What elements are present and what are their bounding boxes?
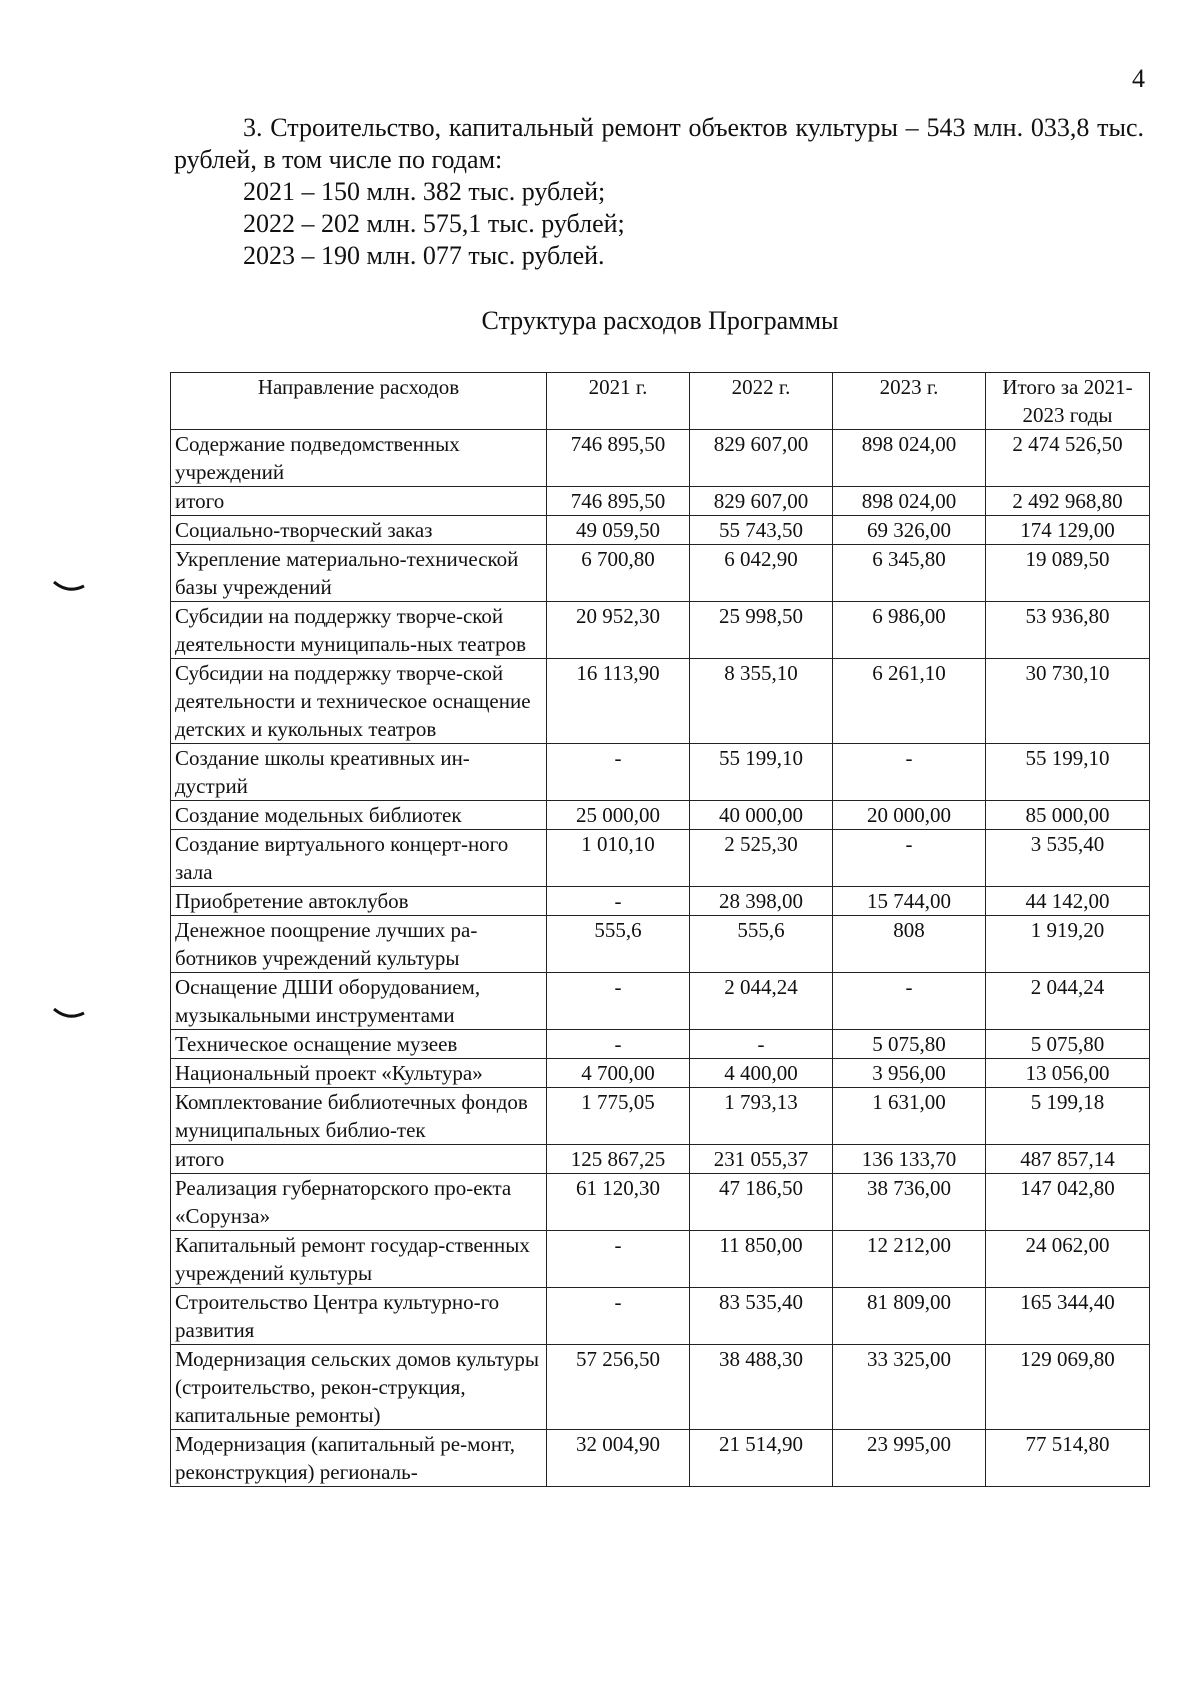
table-row: [171, 801, 1150, 830]
value-2021-cell: -: [547, 744, 690, 801]
expenditure-table: [170, 372, 1150, 1487]
value-2023-cell: 3 956,00: [833, 1059, 986, 1088]
value-2022-cell: 21 514,90: [690, 1430, 833, 1487]
direction-cell: итого: [171, 487, 547, 516]
table-row: [171, 430, 1150, 487]
value-2021-cell: 49 059,50: [547, 516, 690, 545]
value-2022-cell: 38 488,30: [690, 1345, 833, 1430]
value-2021-cell: 555,6: [547, 916, 690, 973]
value-2022-cell: 829 607,00: [690, 430, 833, 487]
value-2023-cell: 808: [833, 916, 986, 973]
direction-cell: Денежное поощрение лучших ра-ботников учреждений культуры: [171, 916, 547, 973]
value-2023-cell: 898 024,00: [833, 487, 986, 516]
total-cell: 1 919,20: [986, 916, 1150, 973]
direction-cell: Субсидии на поддержку творче-ской деятельности муниципаль-ных театров: [171, 602, 547, 659]
value-2022-cell: 1 793,13: [690, 1088, 833, 1145]
value-2022-cell: 231 055,37: [690, 1145, 833, 1174]
value-2022-cell: 25 998,50: [690, 602, 833, 659]
direction-cell: Реализация губернаторского про-екта «Сорунза»: [171, 1174, 547, 1231]
table-row: [171, 659, 1150, 744]
value-2023-cell: 6 261,10: [833, 659, 986, 744]
table-row: [171, 487, 1150, 516]
value-2023-cell: 898 024,00: [833, 430, 986, 487]
value-2021-cell: 746 895,50: [547, 487, 690, 516]
value-2023-cell: 23 995,00: [833, 1430, 986, 1487]
direction-cell: Модернизация (капитальный ре-монт, реконструкция) региональ-: [171, 1430, 547, 1487]
value-2022-cell: 55 743,50: [690, 516, 833, 545]
direction-cell: Комплектование библиотечных фондов муниципальных библио-тек: [171, 1088, 547, 1145]
total-cell: 85 000,00: [986, 801, 1150, 830]
header-2023: 2023 г.: [833, 373, 986, 430]
direction-cell: Создание модельных библиотек: [171, 801, 547, 830]
direction-cell: Создание школы креативных ин-дустрий: [171, 744, 547, 801]
total-cell: 3 535,40: [986, 830, 1150, 887]
total-cell: 5 075,80: [986, 1030, 1150, 1059]
table-title: Структура расходов Программы: [481, 306, 839, 335]
direction-cell: Строительство Центра культурно-го развития: [171, 1288, 547, 1345]
value-2021-cell: -: [547, 1231, 690, 1288]
value-2021-cell: 16 113,90: [547, 659, 690, 744]
value-2021-cell: 1 775,05: [547, 1088, 690, 1145]
value-2023-cell: 5 075,80: [833, 1030, 986, 1059]
value-2021-cell: -: [547, 1288, 690, 1345]
value-2021-cell: 25 000,00: [547, 801, 690, 830]
table-row: [171, 887, 1150, 916]
scan-mark: [52, 578, 86, 594]
table-row: [171, 516, 1150, 545]
table-row: [171, 1288, 1150, 1345]
total-cell: 24 062,00: [986, 1231, 1150, 1288]
header-total: Итого за 2021-2023 годы: [986, 373, 1150, 430]
value-2021-cell: 125 867,25: [547, 1145, 690, 1174]
direction-cell: Приобретение автоклубов: [171, 887, 547, 916]
direction-cell: Укрепление материально-технической базы учреждений: [171, 545, 547, 602]
intro-year-line: 2022 – 202 млн. 575,1 тыс. рублей;: [243, 209, 625, 238]
value-2021-cell: 61 120,30: [547, 1174, 690, 1231]
total-cell: 129 069,80: [986, 1345, 1150, 1430]
value-2022-cell: 6 042,90: [690, 545, 833, 602]
total-cell: 19 089,50: [986, 545, 1150, 602]
value-2023-cell: 81 809,00: [833, 1288, 986, 1345]
direction-cell: Оснащение ДШИ оборудованием, музыкальными инструментами: [171, 973, 547, 1030]
value-2021-cell: 57 256,50: [547, 1345, 690, 1430]
table-row: [171, 1345, 1150, 1430]
value-2022-cell: 4 400,00: [690, 1059, 833, 1088]
value-2023-cell: 33 325,00: [833, 1345, 986, 1430]
value-2022-cell: 2 044,24: [690, 973, 833, 1030]
value-2021-cell: 6 700,80: [547, 545, 690, 602]
value-2021-cell: -: [547, 887, 690, 916]
table-row: [171, 602, 1150, 659]
header-2021: 2021 г.: [547, 373, 690, 430]
table-row: [171, 744, 1150, 801]
value-2022-cell: 8 355,10: [690, 659, 833, 744]
total-cell: 2 474 526,50: [986, 430, 1150, 487]
total-cell: 53 936,80: [986, 602, 1150, 659]
value-2023-cell: 6 986,00: [833, 602, 986, 659]
value-2022-cell: 829 607,00: [690, 487, 833, 516]
value-2021-cell: 4 700,00: [547, 1059, 690, 1088]
direction-cell: итого: [171, 1145, 547, 1174]
header-2022: 2022 г.: [690, 373, 833, 430]
value-2023-cell: -: [833, 830, 986, 887]
value-2022-cell: 555,6: [690, 916, 833, 973]
value-2021-cell: 746 895,50: [547, 430, 690, 487]
value-2022-cell: -: [690, 1030, 833, 1059]
direction-cell: Создание виртуального концерт-ного зала: [171, 830, 547, 887]
total-cell: 487 857,14: [986, 1145, 1150, 1174]
table-row: [171, 830, 1150, 887]
table-header-row: [171, 373, 1150, 430]
intro-lead-paragraph: 3. Строительство, капитальный ремонт объектов культуры – 543 млн. 033,8 тыс. рублей, в том числе по годам:: [174, 113, 1144, 174]
table-body: [171, 430, 1150, 1487]
total-cell: 174 129,00: [986, 516, 1150, 545]
total-cell: 13 056,00: [986, 1059, 1150, 1088]
value-2023-cell: 15 744,00: [833, 887, 986, 916]
table-row: [171, 1088, 1150, 1145]
direction-cell: Модернизация сельских домов культуры (строительство, рекон-струкция, капитальные ремонты): [171, 1345, 547, 1430]
value-2022-cell: 11 850,00: [690, 1231, 833, 1288]
table-row: [171, 916, 1150, 973]
table-row: [171, 545, 1150, 602]
table-row: [171, 1174, 1150, 1231]
table-row: [171, 1231, 1150, 1288]
value-2021-cell: 20 952,30: [547, 602, 690, 659]
value-2021-cell: 1 010,10: [547, 830, 690, 887]
intro-section: [174, 112, 1144, 272]
value-2023-cell: 20 000,00: [833, 801, 986, 830]
intro-year-line: 2023 – 190 млн. 077 тыс. рублей.: [243, 241, 605, 270]
total-cell: 30 730,10: [986, 659, 1150, 744]
direction-cell: Капитальный ремонт государ-ственных учреждений культуры: [171, 1231, 547, 1288]
total-cell: 147 042,80: [986, 1174, 1150, 1231]
header-direction: Направление расходов: [171, 373, 547, 430]
page-number: 4: [1132, 64, 1145, 93]
direction-cell: Социально-творческий заказ: [171, 516, 547, 545]
table-row: [171, 973, 1150, 1030]
value-2023-cell: 6 345,80: [833, 545, 986, 602]
direction-cell: Техническое оснащение музеев: [171, 1030, 547, 1059]
total-cell: 5 199,18: [986, 1088, 1150, 1145]
value-2021-cell: 32 004,90: [547, 1430, 690, 1487]
value-2023-cell: -: [833, 744, 986, 801]
table-row: [171, 1145, 1150, 1174]
table-row: [171, 1430, 1150, 1487]
scan-mark: [52, 1005, 86, 1021]
total-cell: 77 514,80: [986, 1430, 1150, 1487]
value-2022-cell: 47 186,50: [690, 1174, 833, 1231]
value-2021-cell: -: [547, 973, 690, 1030]
total-cell: 165 344,40: [986, 1288, 1150, 1345]
intro-year-line: 2021 – 150 млн. 382 тыс. рублей;: [243, 177, 606, 206]
table-row: [171, 1030, 1150, 1059]
value-2023-cell: 69 326,00: [833, 516, 986, 545]
direction-cell: Национальный проект «Культура»: [171, 1059, 547, 1088]
value-2023-cell: -: [833, 973, 986, 1030]
value-2022-cell: 55 199,10: [690, 744, 833, 801]
value-2023-cell: 136 133,70: [833, 1145, 986, 1174]
direction-cell: Содержание подведомственных учреждений: [171, 430, 547, 487]
direction-cell: Субсидии на поддержку творче-ской деятельности и техническое оснащение детских и кукольных театров: [171, 659, 547, 744]
total-cell: 2 492 968,80: [986, 487, 1150, 516]
value-2023-cell: 12 212,00: [833, 1231, 986, 1288]
total-cell: 44 142,00: [986, 887, 1150, 916]
value-2023-cell: 38 736,00: [833, 1174, 986, 1231]
value-2023-cell: 1 631,00: [833, 1088, 986, 1145]
value-2021-cell: -: [547, 1030, 690, 1059]
value-2022-cell: 83 535,40: [690, 1288, 833, 1345]
total-cell: 55 199,10: [986, 744, 1150, 801]
total-cell: 2 044,24: [986, 973, 1150, 1030]
table-row: [171, 1059, 1150, 1088]
value-2022-cell: 2 525,30: [690, 830, 833, 887]
value-2022-cell: 28 398,00: [690, 887, 833, 916]
value-2022-cell: 40 000,00: [690, 801, 833, 830]
